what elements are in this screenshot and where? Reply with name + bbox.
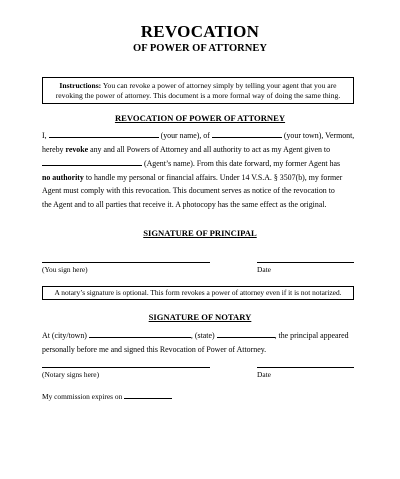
revocation-line-2 <box>42 143 358 157</box>
notary-line-1 <box>42 328 358 343</box>
commission-date-field[interactable] <box>124 389 172 399</box>
revocation-line-4-text: to handle my personal or financial affairs. Under 14 V.S.A. § 3507(b), my former <box>85 172 343 182</box>
instructions-text: You can revoke a power of attorney simply by telling your agent that you are revoking the power of attorney. This document is a more formal way of doing the same thing. <box>55 81 341 100</box>
revocation-line-3 <box>42 156 358 171</box>
at-city-label: At (city/town) <box>42 331 87 340</box>
revocation-line-1 <box>42 128 358 143</box>
notary-paragraph <box>42 328 358 356</box>
principal-town-field[interactable] <box>212 128 282 138</box>
commission-expires-row <box>42 389 172 401</box>
notary-signature-heading: SIGNATURE OF NOTARY <box>148 312 252 322</box>
principal-signature-heading: SIGNATURE OF PRINCIPAL <box>143 228 257 238</box>
notary-signature-line[interactable] <box>42 367 210 368</box>
principal-name-field[interactable] <box>49 128 159 138</box>
principal-date-line[interactable] <box>257 262 354 263</box>
no-authority-text: no authority <box>42 172 84 182</box>
hereby-text: hereby <box>42 144 64 154</box>
notary-date-label: Date <box>257 370 271 379</box>
revoke-text: revoke <box>65 144 89 154</box>
your-name-label: (your name), of <box>160 131 210 140</box>
notary-sign-label: (Notary signs here) <box>42 370 100 379</box>
revocation-line-2-text: any and all Powers of Attorney and all authority to act as my Agent given to <box>90 144 331 154</box>
document-subtitle: OF POWER OF ATTORNEY <box>133 43 267 54</box>
principal-appeared-text: , the principal appeared <box>274 331 349 340</box>
instructions-label: Instructions: <box>59 81 102 90</box>
notary-date-line[interactable] <box>257 367 354 368</box>
agent-name-label: (Agent’s name). From this date forward, my former Agent has <box>143 159 341 168</box>
document-title: REVOCATION <box>140 22 260 41</box>
state-label: , (state) <box>190 331 215 340</box>
your-town-label: (your town), Vermont, <box>283 131 355 140</box>
revocation-line-5: Agent must comply with this revocation. This document serves as notice of the revocation to <box>42 186 335 195</box>
revocation-line-4 <box>42 171 358 185</box>
principal-sign-label: (You sign here) <box>42 265 88 274</box>
i-text: I, <box>42 131 47 140</box>
revocation-heading: REVOCATION OF POWER OF ATTORNEY <box>114 113 286 123</box>
principal-signature-line[interactable] <box>42 262 210 263</box>
revocation-paragraph <box>42 128 358 211</box>
commission-label: My commission expires on <box>42 392 123 401</box>
instructions-box <box>42 77 354 104</box>
notary-state-field[interactable] <box>217 328 275 338</box>
agent-name-field[interactable] <box>42 156 142 166</box>
notary-city-field[interactable] <box>89 328 191 338</box>
notary-optional-notice: A notary’s signature is optional. This form revokes a power of attorney even if it is not notarized. <box>42 286 354 300</box>
notary-line-2: personally before me and signed this Revocation of Power of Attorney. <box>42 344 267 354</box>
principal-date-label: Date <box>257 265 271 274</box>
revocation-line-6: the Agent and to all parties that receive it. A photocopy has the same effect as the original. <box>42 199 327 209</box>
